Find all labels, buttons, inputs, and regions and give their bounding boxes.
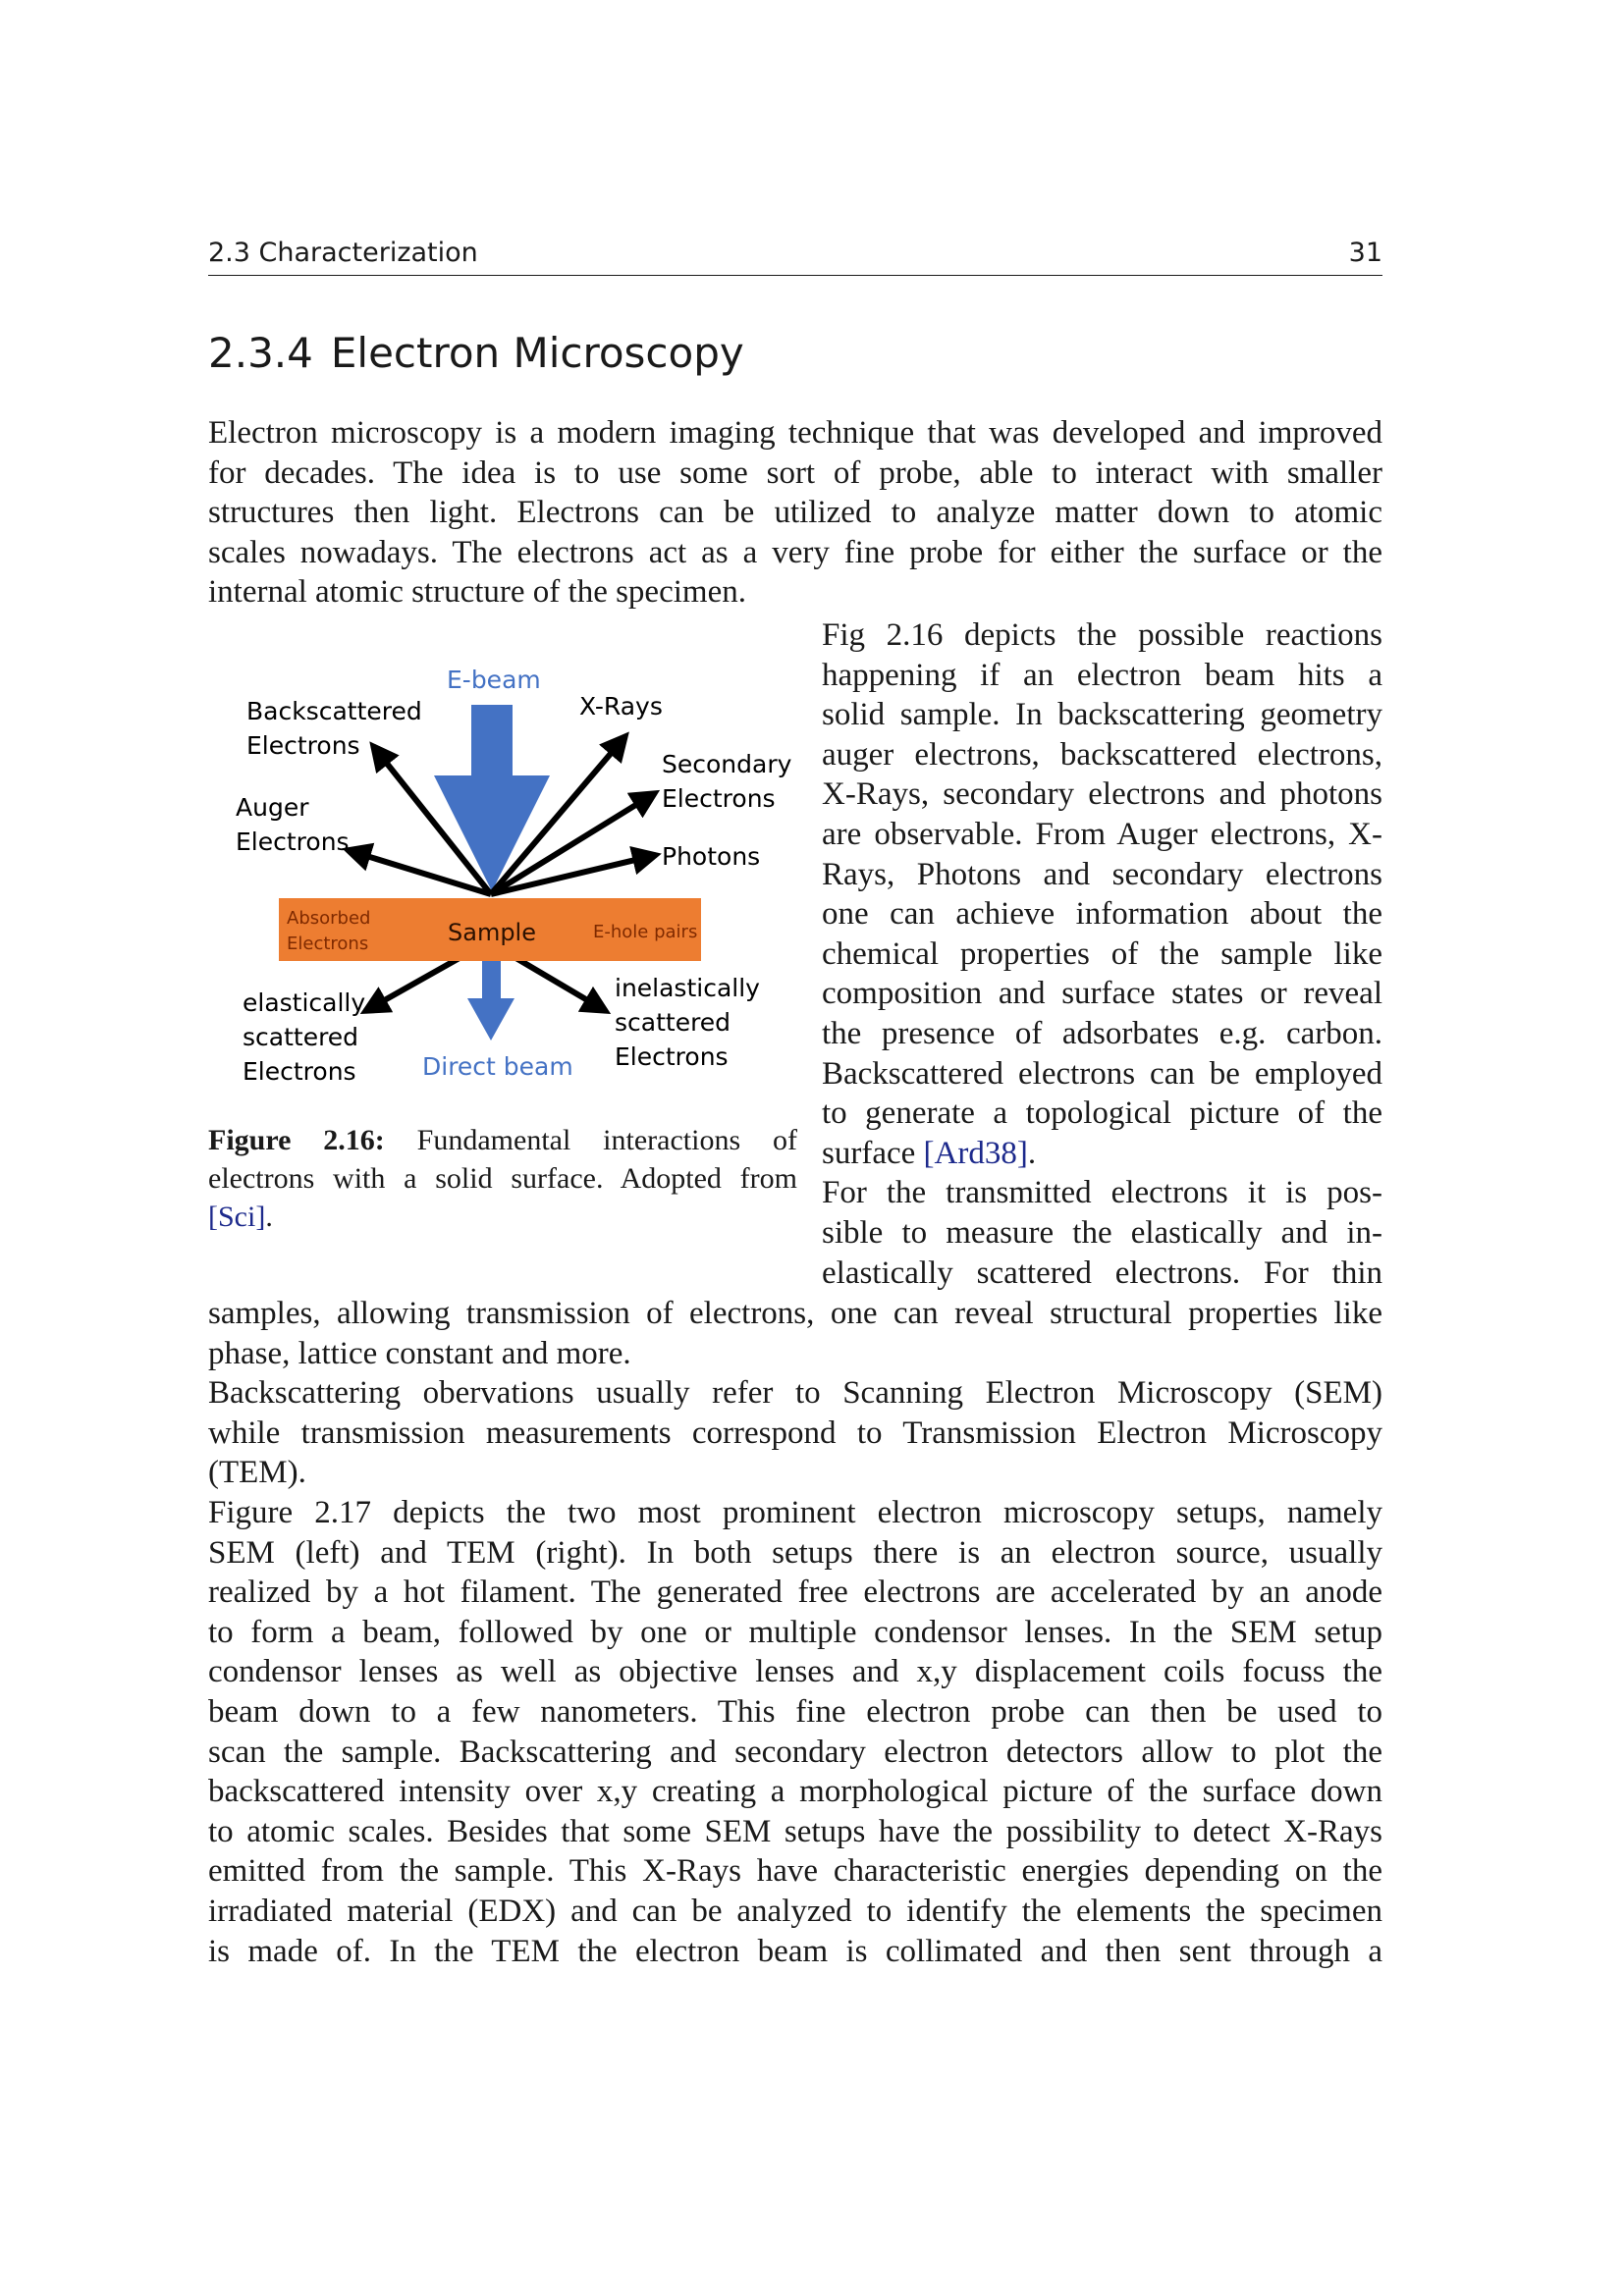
ebeam-label: E-beam [447,666,541,694]
text-line: structures then light. Electrons can be utilized to analyze matter down to atomic [208,495,1382,531]
direct-beam-arrow [467,961,514,1041]
wrap-paragraph [822,615,1382,1293]
caption-line: Figure 2.16: Fundamental interactions of [208,1124,797,1156]
text-line: samples, allowing transmission of electrons, one can reveal structural properties like [208,1296,1382,1331]
header-section: 2.3 Characterization [208,238,478,268]
photons-label: Photons [662,842,761,871]
running-header [208,236,1382,276]
text-line: happening if an electron beam hits a [822,657,1382,693]
figure-caption [208,1121,797,1236]
text-line: For the transmitted electrons it is pos- [822,1175,1382,1211]
elastic-label-2: scattered [243,1023,359,1051]
text-line: elastically scattered electrons. For thin [822,1255,1382,1291]
text-line: are observable. From Auger electrons, X- [822,816,1382,852]
secondary-label-1: Secondary [662,750,792,778]
page-number: 31 [1348,238,1382,268]
text-line: Fig 2.16 depicts the possible reactions [822,617,1382,653]
text-line: to generate a topological picture of the [822,1095,1382,1132]
text-line: Rays, Photons and secondary electrons [822,856,1382,892]
section-title-text: Electron Microscopy [330,329,744,377]
section-number: 2.3.4 [208,329,313,377]
absorbed-label-1: Absorbed [287,908,371,929]
text-line: composition and surface states or reveal [822,976,1382,1012]
text-line: auger electrons, backscattered electrons, [822,736,1382,773]
text-line: condensor lenses as well as objective lenses and x,y displacement coils focuss the [208,1654,1382,1690]
text-line: sible to measure the elastically and in- [822,1214,1382,1251]
backscattered-label-1: Backscattered [246,697,422,725]
arrow-auger [348,850,491,894]
text-line: irradiated material (EDX) and can be analyzed to identify the elements the specimen [208,1893,1382,1929]
text-line: internal atomic structure of the specimen. [208,574,746,611]
text-line: Backscattering obervations usually refer to Scanning Electron Microscopy (SEM) [208,1375,1382,1412]
text-line: beam down to a few nanometers. This fine electron probe can then be used to [208,1693,1382,1730]
sample-label: Sample [448,919,536,946]
text-line: solid sample. In backscattering geometry [822,697,1382,733]
text-line: Figure 2.17 depicts the two most prominent electron microscopy setups, namely [208,1494,1382,1530]
figure-2-16 [208,656,797,1117]
caption-line: [Sci]. [208,1201,273,1233]
ehole-label: E-hole pairs [593,922,698,942]
intro-paragraph [208,413,1382,613]
inelastic-label-3: Electrons [615,1042,729,1071]
body-continuation [208,1294,1382,1971]
citation-link-ard38[interactable]: [Ard38] [923,1135,1028,1171]
text-line: is made of. In the TEM the electron beam is collimated and then sent through a [208,1933,1382,1969]
figure-diagram [208,656,797,1117]
absorbed-label-2: Electrons [287,934,369,954]
text-line: Electron microscopy is a modern imaging technique that was developed and improved [208,415,1382,451]
text-line: scan the sample. Backscattering and secondary electron detectors allow to plot the [208,1734,1382,1770]
inelastic-label-1: inelastically [615,974,760,1002]
text-line: surface [Ard38]. [822,1135,1037,1171]
auger-label-2: Electrons [236,828,350,856]
text-line: the presence of adsorbates e.g. carbon. [822,1015,1382,1051]
backscattered-label-2: Electrons [246,731,360,760]
text-line: chemical properties of the sample like [822,935,1382,972]
text-line: realized by a hot filament. The generated free electrons are accelerated by an anode [208,1575,1382,1611]
elastic-label-1: elastically [243,988,366,1017]
text-line: to atomic scales. Besides that some SEM setups have the possibility to detect X-Rays [208,1813,1382,1849]
secondary-label-2: Electrons [662,784,776,813]
elastic-label-3: Electrons [243,1057,356,1086]
text-line: backscattered intensity over x,y creating a morphological picture of the surface down [208,1774,1382,1810]
auger-label-1: Auger [236,793,309,822]
section-title [208,326,744,381]
text-line: to form a beam, followed by one or multiple condensor lenses. In the SEM setup [208,1614,1382,1650]
citation-link-sci[interactable]: [Sci] [208,1201,266,1233]
text-line: phase, lattice constant and more. [208,1335,631,1371]
inelastic-label-2: scattered [615,1008,731,1037]
direct-beam-label: Direct beam [422,1052,573,1081]
text-line: one can achieve information about the [822,896,1382,933]
text-line: X-Rays, secondary electrons and photons [822,776,1382,813]
ebeam-arrow [434,705,550,891]
caption-label: Figure 2.16: [208,1124,385,1156]
text-line: for decades. The idea is to use some sort of probe, able to interact with smaller [208,454,1382,491]
text-line: scales nowadays. The electrons act as a very fine probe for either the surface or the [208,534,1382,570]
text-line: while transmission measurements correspond to Transmission Electron Microscopy [208,1415,1382,1451]
text-line: SEM (left) and TEM (right). In both setups there is an electron source, usually [208,1534,1382,1571]
caption-line: electrons with a solid surface. Adopted from [208,1162,797,1195]
text-line: Backscattered electrons can be employed [822,1055,1382,1092]
xrays-label: X-Rays [579,692,663,721]
text-line: (TEM). [208,1455,306,1491]
text-line: emitted from the sample. This X-Rays have characteristic energies depending on the [208,1853,1382,1890]
